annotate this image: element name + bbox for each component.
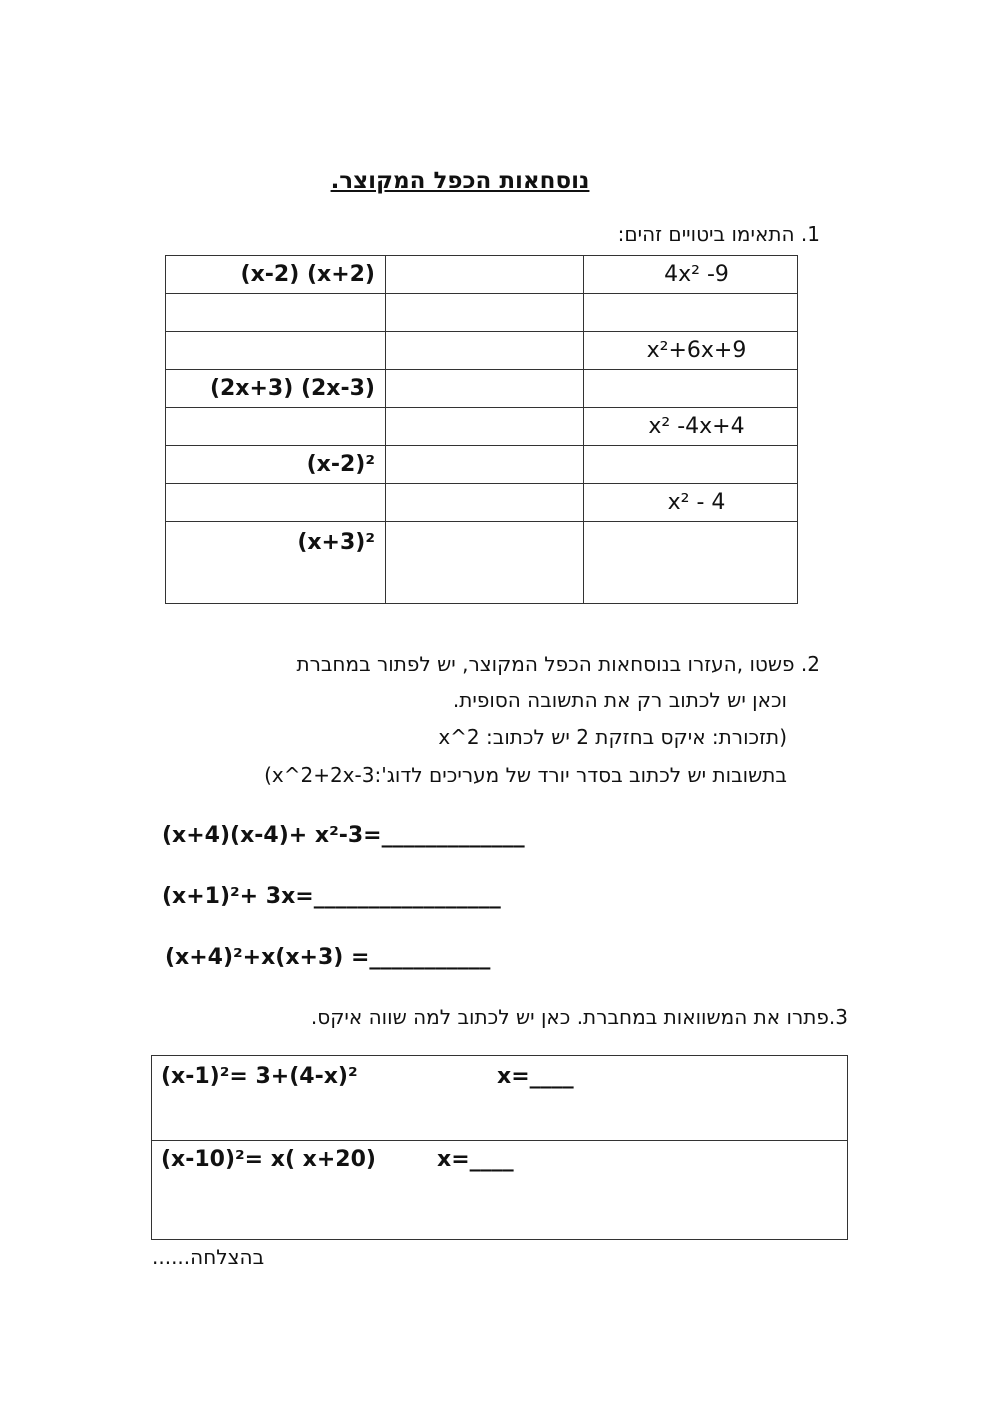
table-cell-left: (x-2)² [166,446,386,484]
table-cell-right [584,256,798,294]
question-1-prompt: 1. התאימו ביטויים זהים: [617,222,820,246]
table-row [166,484,798,522]
equation-2-answer[interactable]: x=____ [437,1147,514,1172]
table-cell-right [584,294,798,332]
equation-1: (x-1)²= 3+(4-x)² [161,1064,358,1089]
table-cell-right-text: x² -4x+4 [648,414,745,439]
table-cell-left: (x+3)² [166,522,386,604]
equation-2: (x-10)²= x( x+20) [161,1147,376,1172]
table-cell-right [584,484,798,522]
table-cell-left [166,294,386,332]
table-cell-right-text: x² - 4 [667,490,726,515]
question-2-line-4: בתשובות יש לכתוב בסדר יורד של מעריכים לדוג':x^2+2x-3) [264,763,787,787]
table-cell-answer[interactable] [386,332,584,370]
equations-box [151,1055,848,1240]
table-row [166,446,798,484]
table-row [166,332,798,370]
table-cell-answer[interactable] [386,370,584,408]
exercise-2[interactable]: (x+1)²+ 3x=_________________ [162,884,501,909]
table-cell-right [584,408,798,446]
closing-text: בהצלחה...... [152,1245,265,1269]
matching-table [165,255,798,604]
table-cell-answer[interactable] [386,256,584,294]
table-cell-right-text: 4x² -9 [664,262,729,287]
table-row [166,256,798,294]
table-cell-answer[interactable] [386,408,584,446]
page-title: נוסחאות הכפל המקוצר. [330,168,590,194]
box-divider [152,1140,847,1141]
table-cell-answer[interactable] [386,484,584,522]
table-cell-answer[interactable] [386,522,584,604]
table-cell-left [166,484,386,522]
question-2-line-2: וכאן יש לכתוב רק את התשובה הסופית. [452,688,787,712]
table-row [166,370,798,408]
table-cell-left [166,408,386,446]
table-cell-answer[interactable] [386,446,584,484]
table-cell-right [584,522,798,604]
equation-1-answer[interactable]: x=____ [497,1064,574,1089]
table-cell-right-text: x²+6x+9 [646,338,747,363]
table-row [166,522,798,604]
table-cell-right [584,446,798,484]
table-cell-left: (x-2) (x+2) [166,256,386,294]
question-3-prompt: 3.פתרו את המשוואות במחברת. כאן יש לכתוב למה שווה איקס. [310,1005,848,1029]
table-cell-left: (2x+3) (2x-3) [166,370,386,408]
question-2-line-3: (תזכורת: איקס בחזקת 2 יש לכתוב: x^2 [438,725,787,749]
table-cell-right [584,370,798,408]
table-row [166,408,798,446]
exercise-1[interactable]: (x+4)(x-4)+ x²-3=_____________ [162,823,525,848]
table-row [166,294,798,332]
table-cell-right [584,332,798,370]
exercise-3[interactable]: (x+4)²+x(x+3) =___________ [165,945,491,970]
question-2-line-1: 2. פשטו ,העזרו בנוסחאות הכפל המקוצר, יש לפתור במחברת [296,652,820,676]
table-cell-left [166,332,386,370]
table-cell-answer[interactable] [386,294,584,332]
